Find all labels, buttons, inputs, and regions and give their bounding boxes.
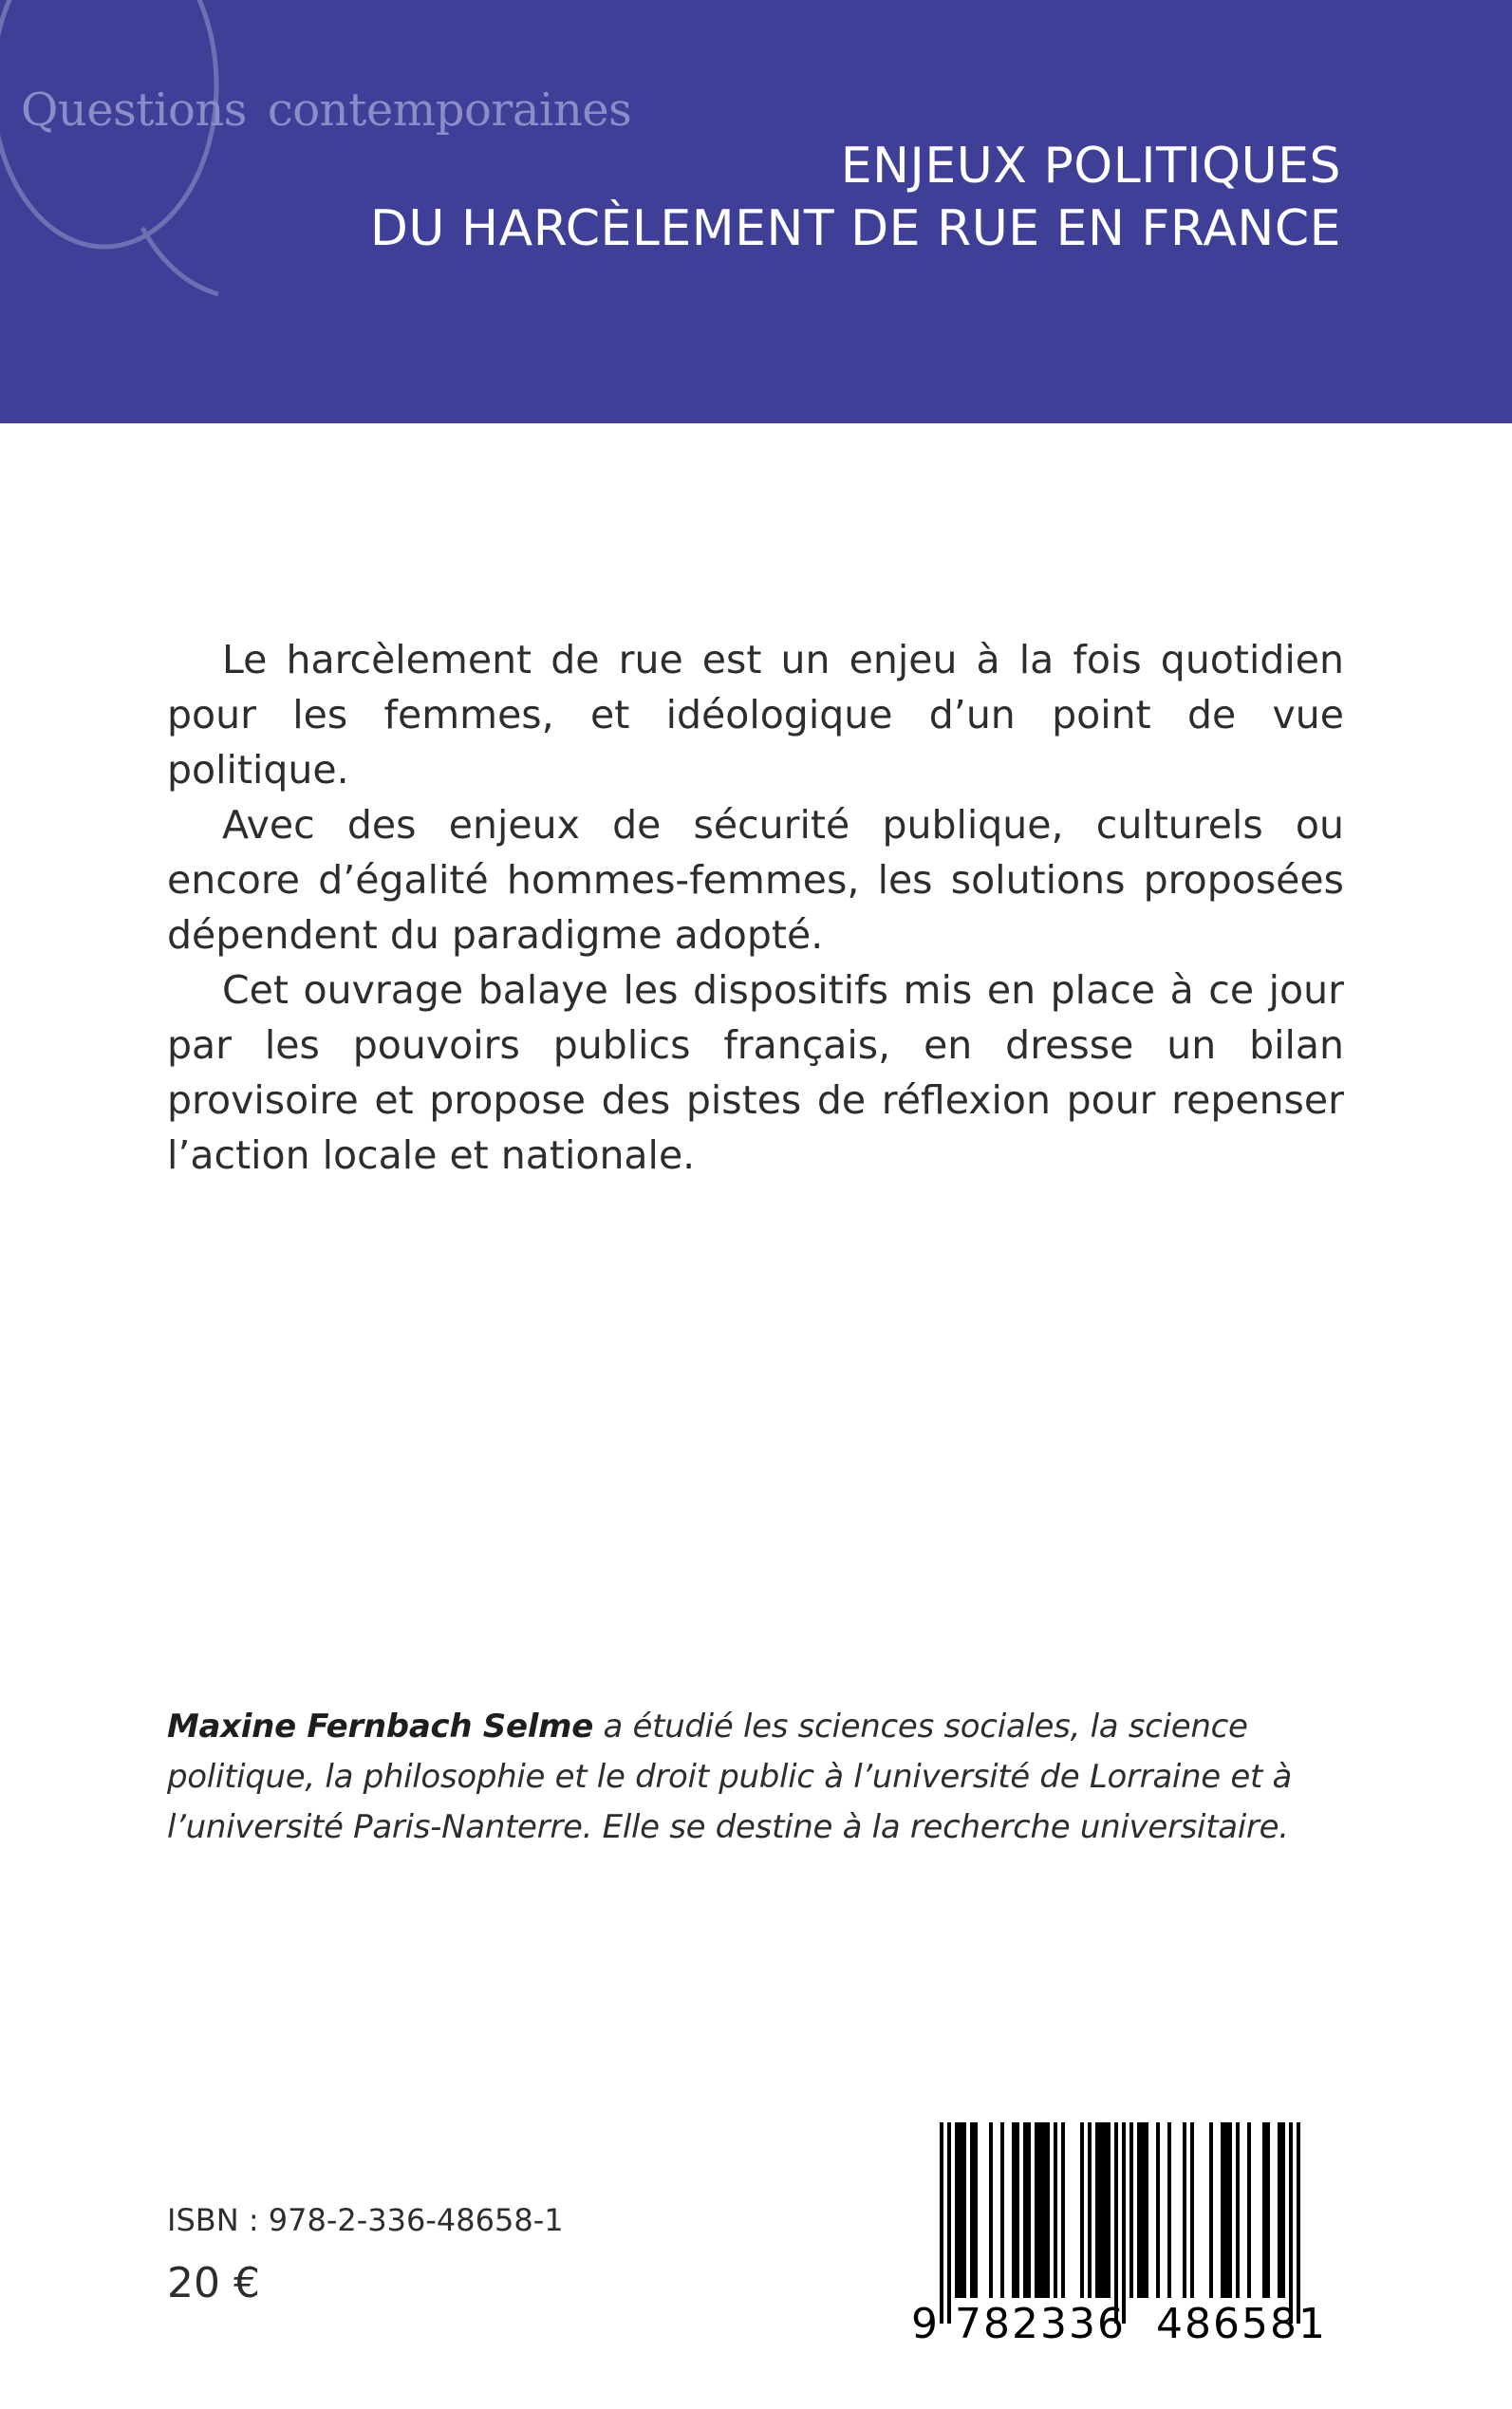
author-bio-text: a étudié les sciences sociales, la science politique, la philosophie et le droit public à l’université de Lorraine et à l’université Paris-Nanterre. Elle se destine à la recherche universitaire. — [167, 1708, 1293, 1846]
barcode-bar — [1221, 2122, 1224, 2298]
barcode-left-group: 782336 — [955, 2300, 1126, 2348]
barcode-bar — [1012, 2122, 1016, 2298]
barcode-bar — [1088, 2122, 1092, 2298]
barcode — [911, 2122, 1348, 2360]
barcode-bar — [1046, 2122, 1050, 2298]
barcode-bar — [1190, 2122, 1194, 2298]
barcode-bar — [1016, 2122, 1019, 2298]
barcode-bar — [955, 2122, 959, 2298]
book-title-line-2: DU HARCÈLEMENT DE RUE EN FRANCE — [369, 200, 1341, 257]
barcode-bar — [974, 2122, 978, 2298]
barcode-bar — [1228, 2122, 1232, 2298]
barcode-bar — [1107, 2122, 1111, 2298]
collection-name — [21, 84, 631, 137]
barcode-first-digit: 9 — [911, 2300, 940, 2348]
barcode-bar — [1061, 2122, 1065, 2298]
barcode-bar — [1209, 2122, 1213, 2298]
barcode-bar — [1027, 2122, 1031, 2298]
author-name: Maxine Fernbach Selme — [167, 1708, 593, 1746]
barcode-bar — [1114, 2122, 1118, 2324]
collection-word-contemporaines: contemporaines — [267, 84, 632, 137]
barcode-bar — [1038, 2122, 1042, 2298]
summary-paragraph-2: Avec des enjeux de sécurité publique, culturels ou encore d’égalité hommes-femmes, les solutions proposées dépendent du paradigme adopté. — [167, 802, 1344, 958]
barcode-bar — [940, 2122, 943, 2324]
barcode-bar — [1141, 2122, 1145, 2298]
barcode-bar — [1156, 2122, 1160, 2298]
summary-paragraph-1: Le harcèlement de rue est un enjeu à la fois quotidien pour les femmes, et idéologique d’un point de vue politique. — [167, 637, 1344, 793]
barcode-bar — [1042, 2122, 1046, 2298]
cover-header — [0, 0, 1512, 423]
book-price: 20 € — [167, 2259, 260, 2307]
barcode-bar — [947, 2122, 951, 2324]
isbn-number: ISBN : 978-2-336-48658-1 — [167, 2202, 564, 2238]
barcode-bar — [1129, 2122, 1133, 2298]
barcode-bar — [970, 2122, 974, 2298]
barcode-bar — [1297, 2122, 1300, 2324]
barcode-bar — [989, 2122, 993, 2298]
barcode-bar — [1103, 2122, 1107, 2298]
barcode-bar — [1054, 2122, 1057, 2298]
barcode-bar — [1224, 2122, 1228, 2298]
barcode-bar — [1289, 2122, 1293, 2324]
barcode-right-group: 486581 — [1156, 2300, 1327, 2348]
collection-word-questions: Questions — [21, 84, 247, 137]
barcode-bar — [1236, 2122, 1240, 2298]
author-bio — [167, 1702, 1349, 1853]
book-title-line-1: ENJEUX POLITIQUES — [840, 138, 1341, 195]
barcode-bar — [1000, 2122, 1004, 2298]
barcode-digits — [911, 2300, 1348, 2351]
barcode-bar — [1278, 2122, 1281, 2298]
summary-paragraph-3: Cet ouvrage balaye les dispositifs mis en place à ce jour par les pouvoirs publics français, en dresse un bilan provisoire et propose des pistes de réflexion pour repenser l’action locale et nationale. — [167, 967, 1344, 1178]
book-title — [202, 135, 1341, 260]
barcode-bar — [1095, 2122, 1099, 2298]
barcode-bar — [962, 2122, 966, 2298]
barcode-bar — [1099, 2122, 1103, 2298]
barcode-bar — [1266, 2122, 1270, 2298]
barcode-bar — [1122, 2122, 1126, 2324]
barcode-bar — [1281, 2122, 1285, 2298]
barcode-bar — [1137, 2122, 1141, 2298]
barcode-bar — [1145, 2122, 1148, 2298]
barcode-bar — [1167, 2122, 1171, 2298]
barcode-bar — [1183, 2122, 1186, 2298]
barcode-bar — [1080, 2122, 1084, 2298]
barcode-bar — [1262, 2122, 1266, 2298]
barcode-bar — [959, 2122, 962, 2298]
barcode-bar — [1023, 2122, 1027, 2298]
barcode-bar — [1035, 2122, 1038, 2298]
book-summary — [167, 632, 1344, 1183]
barcode-bar — [1247, 2122, 1251, 2298]
